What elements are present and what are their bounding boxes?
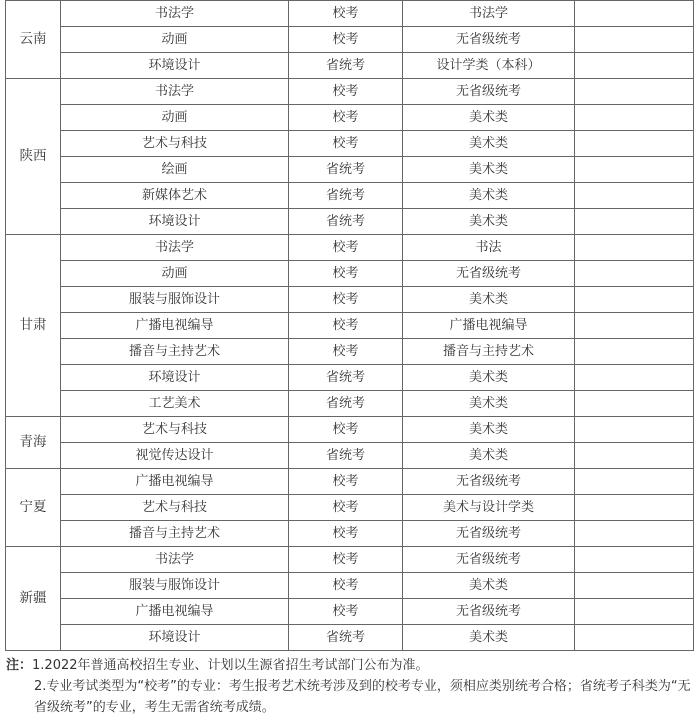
remark-cell [575,573,694,599]
table-row [6,469,694,495]
exam-type-cell: 校考 [289,495,403,521]
subject-category-cell: 美术类 [403,573,575,599]
exam-type-cell: 校考 [289,27,403,53]
remark-cell [575,235,694,261]
exam-type-cell: 省统考 [289,391,403,417]
exam-type-cell: 省统考 [289,209,403,235]
remark-cell [575,131,694,157]
note-label: 注： [6,658,33,673]
major-cell: 环境设计 [61,625,289,651]
table-row [6,339,694,365]
major-cell: 绘画 [61,157,289,183]
table-row [6,209,694,235]
exam-type-cell: 省统考 [289,443,403,469]
exam-type-cell: 校考 [289,313,403,339]
province-cell: 宁夏 [6,469,61,547]
table-row [6,79,694,105]
subject-category-cell: 美术类 [403,157,575,183]
subject-category-cell: 无省级统考 [403,27,575,53]
remark-cell [575,313,694,339]
major-cell: 广播电视编导 [61,313,289,339]
table-row [6,53,694,79]
major-cell: 视觉传达设计 [61,443,289,469]
major-cell: 播音与主持艺术 [61,521,289,547]
table-row [6,157,694,183]
remark-cell [575,53,694,79]
major-cell: 播音与主持艺术 [61,339,289,365]
table-row [6,287,694,313]
remark-cell [575,339,694,365]
major-cell: 艺术与科技 [61,131,289,157]
subject-category-cell: 美术类 [403,105,575,131]
province-cell: 甘肃 [6,235,61,417]
province-cell: 云南 [6,1,61,79]
subject-category-cell: 无省级统考 [403,599,575,625]
exam-type-cell: 校考 [289,79,403,105]
remark-cell [575,1,694,27]
major-cell: 书法学 [61,547,289,573]
exam-type-cell: 校考 [289,287,403,313]
table-row [6,313,694,339]
remark-cell [575,27,694,53]
subject-category-cell: 美术类 [403,417,575,443]
exam-type-cell: 省统考 [289,365,403,391]
table-row [6,261,694,287]
remark-cell [575,521,694,547]
remark-cell [575,105,694,131]
subject-category-cell: 无省级统考 [403,261,575,287]
table-row [6,27,694,53]
subject-category-cell: 广播电视编导 [403,313,575,339]
major-cell: 环境设计 [61,209,289,235]
major-cell: 广播电视编导 [61,469,289,495]
major-cell: 动画 [61,261,289,287]
major-cell: 书法学 [61,79,289,105]
major-cell: 动画 [61,105,289,131]
table-row [6,235,694,261]
notes-section [6,655,694,718]
subject-category-cell: 美术与设计学类 [403,495,575,521]
note-text-1: 1.2022年普通高校招生专业、计划以生源省招生考试部门公布为准。 [32,658,429,673]
subject-category-cell: 美术类 [403,365,575,391]
exam-type-cell: 省统考 [289,53,403,79]
table-row [6,599,694,625]
major-cell: 艺术与科技 [61,495,289,521]
note-line-2: 2.专业考试类型为“校考”的专业：考生报考艺术统考涉及到的校考专业，须相应类别统考合格；省统考子科类为“无省级统考”的专业，考生无需省统考成绩。 [34,679,691,715]
subject-category-cell: 美术类 [403,131,575,157]
remark-cell [575,287,694,313]
major-cell: 环境设计 [61,53,289,79]
remark-cell [575,391,694,417]
table-row [6,391,694,417]
table-row [6,417,694,443]
note-line-1 [6,655,694,676]
remark-cell [575,599,694,625]
table-row [6,183,694,209]
major-cell: 环境设计 [61,365,289,391]
major-cell: 书法学 [61,235,289,261]
table-row [6,105,694,131]
remark-cell [575,157,694,183]
table-row [6,131,694,157]
subject-category-cell: 设计学类（本科） [403,53,575,79]
subject-category-cell: 美术类 [403,391,575,417]
exam-type-cell: 校考 [289,1,403,27]
exam-type-cell: 校考 [289,573,403,599]
exam-type-cell: 校考 [289,469,403,495]
subject-category-cell: 美术类 [403,183,575,209]
exam-type-cell: 校考 [289,131,403,157]
subject-category-cell: 美术类 [403,209,575,235]
table-body [6,1,694,651]
table-row [6,1,694,27]
table-row [6,443,694,469]
major-cell: 广播电视编导 [61,599,289,625]
exam-type-cell: 省统考 [289,183,403,209]
exam-type-cell: 省统考 [289,157,403,183]
remark-cell [575,365,694,391]
subject-category-cell: 美术类 [403,443,575,469]
remark-cell [575,625,694,651]
table-row [6,547,694,573]
major-cell: 艺术与科技 [61,417,289,443]
subject-category-cell: 播音与主持艺术 [403,339,575,365]
table-row [6,495,694,521]
remark-cell [575,209,694,235]
remark-cell [575,547,694,573]
exam-type-cell: 校考 [289,599,403,625]
province-cell: 新疆 [6,547,61,651]
subject-category-cell: 无省级统考 [403,469,575,495]
subject-category-cell: 无省级统考 [403,547,575,573]
subject-category-cell: 美术类 [403,625,575,651]
major-cell: 服装与服饰设计 [61,573,289,599]
table-row [6,573,694,599]
exam-type-cell: 校考 [289,417,403,443]
subject-category-cell: 无省级统考 [403,79,575,105]
subject-category-cell: 美术类 [403,287,575,313]
remark-cell [575,495,694,521]
exam-type-cell: 校考 [289,547,403,573]
exam-type-cell: 校考 [289,261,403,287]
exam-type-cell: 校考 [289,235,403,261]
subject-category-cell: 书法 [403,235,575,261]
province-cell: 陕西 [6,79,61,235]
major-cell: 服装与服饰设计 [61,287,289,313]
exam-type-cell: 校考 [289,339,403,365]
table-row [6,521,694,547]
remark-cell [575,183,694,209]
major-cell: 新媒体艺术 [61,183,289,209]
major-cell: 书法学 [61,1,289,27]
admissions-table [5,0,694,651]
remark-cell [575,79,694,105]
major-cell: 动画 [61,27,289,53]
remark-cell [575,261,694,287]
remark-cell [575,417,694,443]
province-cell: 青海 [6,417,61,469]
exam-type-cell: 校考 [289,105,403,131]
exam-type-cell: 校考 [289,521,403,547]
subject-category-cell: 书法学 [403,1,575,27]
remark-cell [575,443,694,469]
remark-cell [575,469,694,495]
subject-category-cell: 无省级统考 [403,521,575,547]
table-row [6,365,694,391]
exam-type-cell: 省统考 [289,625,403,651]
table-row [6,625,694,651]
major-cell: 工艺美术 [61,391,289,417]
